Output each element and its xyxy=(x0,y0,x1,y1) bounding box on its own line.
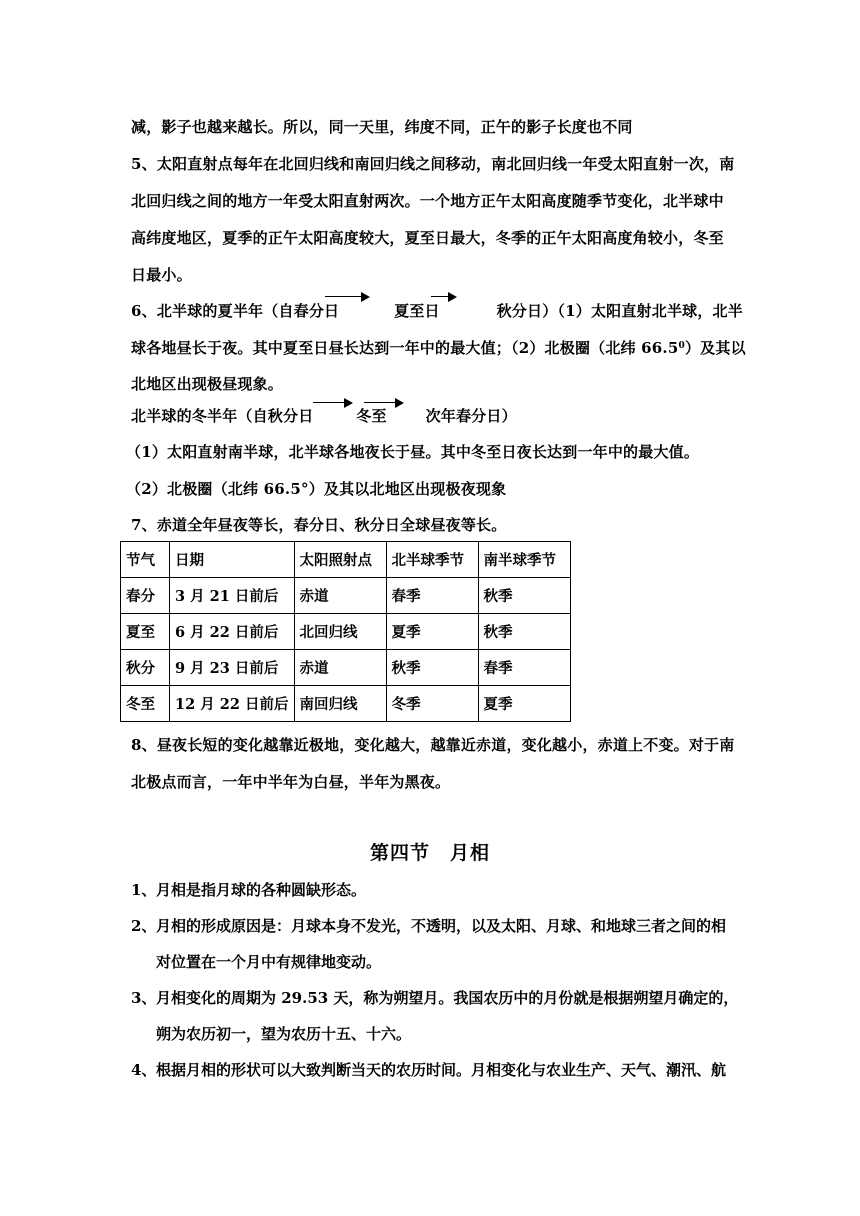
paragraph-8-line-2: 北极点而言，一年中半年为白昼，半年为黑夜。 xyxy=(131,773,451,791)
degree-superscript: 0 xyxy=(678,341,685,351)
table-cell: 12 月 22 日前后 xyxy=(170,686,295,722)
table-header-row xyxy=(121,542,571,578)
table-cell: 秋季 xyxy=(478,614,570,650)
winter-half-line xyxy=(131,398,741,435)
list-item-number: 1、 xyxy=(131,881,157,899)
paragraph-6-line-2-end: ）及其以 xyxy=(684,339,746,357)
arrow-right-icon xyxy=(364,398,404,408)
table-header-cell: 南半球季节 xyxy=(478,542,570,578)
paragraph-line: 减，影子也越来越长。所以，同一天里，纬度不同，正午的影子长度也不同 xyxy=(131,118,633,136)
table-header-cell: 北半球季节 xyxy=(386,542,478,578)
solar-terms-table xyxy=(120,541,571,722)
summer-half-start: 6、北半球的夏半年（自春分日 xyxy=(131,302,340,320)
table-cell: 秋季 xyxy=(478,578,570,614)
table-row xyxy=(121,614,571,650)
list-item xyxy=(131,909,726,944)
table-cell: 秋分 xyxy=(121,650,170,686)
paragraph-5-line-1: 5、太阳直射点每年在北回归线和南回归线之间移动，南北回归线一年受太阳直射一次，南 xyxy=(131,155,735,173)
table-row xyxy=(121,650,571,686)
list-item-text: 根据月相的形状可以大致判断当天的农历时间。月相变化与农业生产、天气、潮汛、航 xyxy=(156,1061,727,1079)
table-cell: 夏至 xyxy=(121,614,170,650)
section-title: 第四节 月相 xyxy=(369,842,490,864)
table-cell: 春季 xyxy=(386,578,478,614)
arrow-right-icon xyxy=(325,292,370,302)
paragraph-7: 7、赤道全年昼夜等长，春分日、秋分日全球昼夜等长。 xyxy=(131,516,507,534)
table-cell: 9 月 23 日前后 xyxy=(170,650,295,686)
paragraph-5-line-4: 日最小。 xyxy=(131,266,192,284)
winter-solstice-label: 冬至 xyxy=(356,407,387,425)
table-cell: 冬至 xyxy=(121,686,170,722)
table-cell: 春季 xyxy=(478,650,570,686)
list-item xyxy=(131,1053,726,1088)
summer-half-end: 秋分日）（1）太阳直射北半球，北半 xyxy=(496,302,743,320)
table-cell: 春分 xyxy=(121,578,170,614)
table-header-cell: 太阳照射点 xyxy=(294,542,386,578)
list-item-number: 2、 xyxy=(131,917,157,935)
table-cell: 3 月 21 日前后 xyxy=(170,578,295,614)
table-cell: 冬季 xyxy=(386,686,478,722)
list-item-text: 月相的形成原因是：月球本身不发光，不透明，以及太阳、月球、和地球三者之间的相 xyxy=(156,917,727,935)
table-row xyxy=(121,686,571,722)
table-cell: 赤道 xyxy=(294,650,386,686)
paragraph-8-line-1: 8、昼夜长短的变化越靠近极地，变化越大，越靠近赤道，变化越小，赤道上不变。对于南 xyxy=(131,736,735,754)
table-cell: 夏季 xyxy=(478,686,570,722)
list-item-continuation: 对位置在一个月中有规律地变动。 xyxy=(156,953,382,971)
paragraph-6-line-2 xyxy=(131,330,746,367)
list-item-text: 月相变化的周期为 29.53 天，称为朔望月。我国农历中的月份就是根据朔望月确定的， xyxy=(156,989,739,1007)
table-cell: 北回归线 xyxy=(294,614,386,650)
list-item-text: 月相是指月球的各种圆缺形态。 xyxy=(156,881,367,899)
table-header-cell: 节气 xyxy=(121,542,170,578)
winter-half-start: 北半球的冬半年（自秋分日 xyxy=(131,407,314,425)
table-cell: 6 月 22 日前后 xyxy=(170,614,295,650)
paragraph-6-line-3: 北地区出现极昼现象。 xyxy=(131,375,284,393)
list-item xyxy=(131,981,738,1016)
table-cell: 南回归线 xyxy=(294,686,386,722)
table-header-cell: 日期 xyxy=(170,542,295,578)
table-cell: 赤道 xyxy=(294,578,386,614)
winter-point-2: （2）北极圈（北纬 66.5°）及其以北地区出现极夜现象 xyxy=(126,480,507,498)
paragraph-5-line-3: 高纬度地区，夏季的正午太阳高度较大，夏至日最大，冬季的正午太阳高度角较小，冬至 xyxy=(131,229,724,247)
arrow-right-icon xyxy=(431,292,457,302)
list-item-number: 3、 xyxy=(131,989,157,1007)
table-cell: 秋季 xyxy=(386,650,478,686)
paragraph-6-line-2-text: 球各地昼长于夜。其中夏至日昼长达到一年中的最大值；（2）北极圈（北纬 66.5 xyxy=(131,339,679,357)
list-item-continuation: 朔为农历初一，望为农历十五、十六。 xyxy=(156,1025,412,1043)
list-item-number: 4、 xyxy=(131,1061,157,1079)
winter-half-end: 次年春分日） xyxy=(425,407,517,425)
summer-solstice-label: 夏至日 xyxy=(394,302,440,320)
list-item xyxy=(131,873,366,908)
table-row xyxy=(121,578,571,614)
table-cell: 夏季 xyxy=(386,614,478,650)
winter-point-1: （1）太阳直射南半球，北半球各地夜长于昼。其中冬至日夜长达到一年中的最大值。 xyxy=(126,443,700,461)
arrow-right-icon xyxy=(313,398,353,408)
paragraph-5-line-2: 北回归线之间的地方一年受太阳直射两次。一个地方正午太阳高度随季节变化，北半球中 xyxy=(131,192,724,210)
